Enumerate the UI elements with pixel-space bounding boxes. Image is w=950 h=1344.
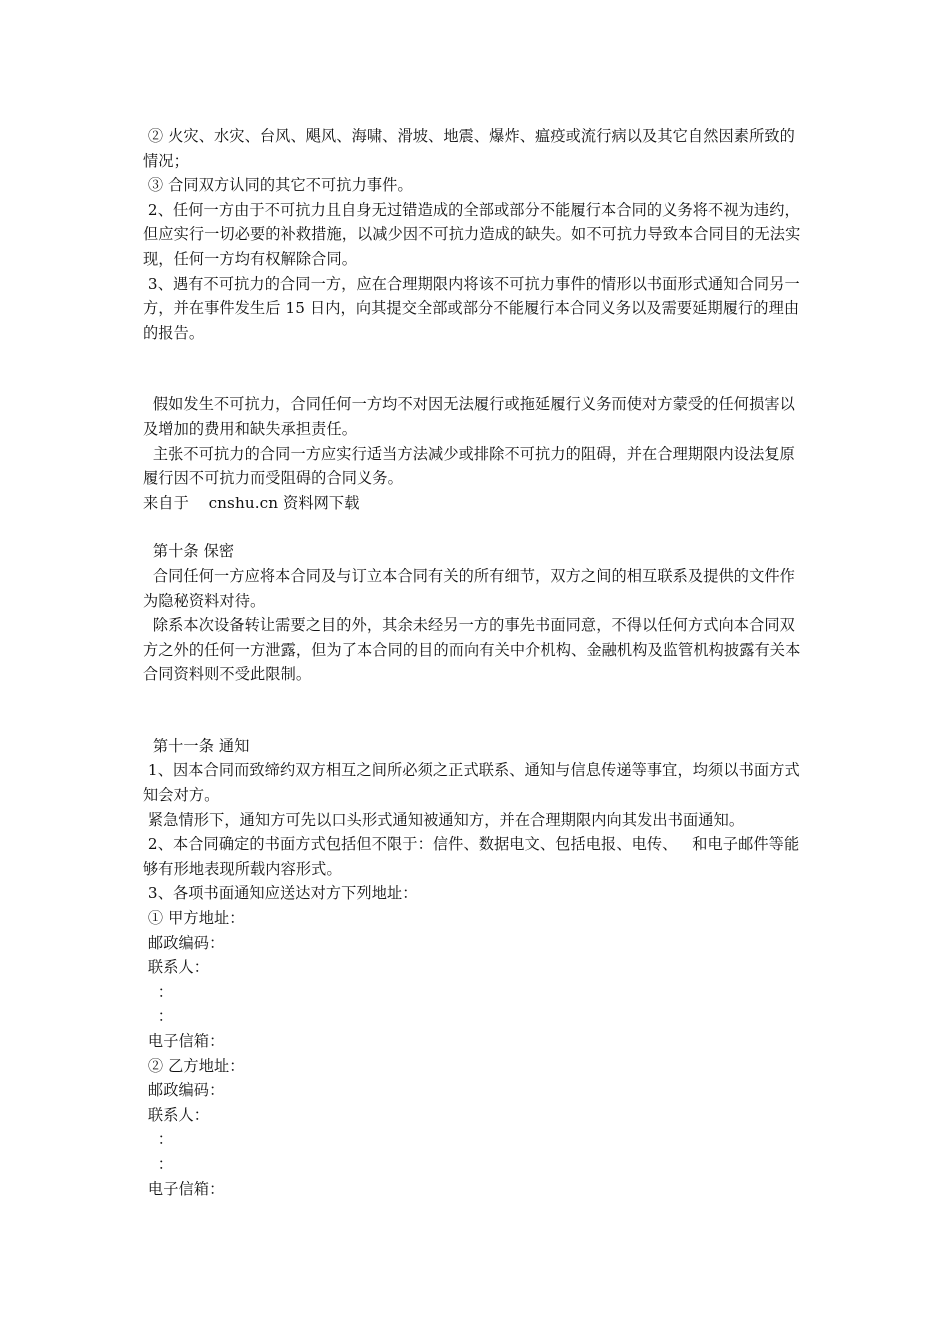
notice-clause-1: 1、因本合同而致缔约双方相互之间所必须之正式联系、通知与信息传递等事宜，均须以书面方式知会对方。 [143, 761, 800, 805]
force-majeure-liability: 假如发生不可抗力，合同任何一方均不对因无法履行或拖延履行义务而使对方蒙受的任何损害以及增加的费用和缺失承担责任。 [143, 395, 795, 438]
notice-clause-2: 2、本合同确定的书面方式包括但不限于：信件、数据电文、包括电报、电传、 和电子邮件等能够有形地表现所载内容形式。 [143, 835, 800, 878]
party-a-contact: 联系人： [143, 958, 210, 977]
section-11-title: 第十一条 通知 [143, 736, 250, 755]
party-a-address: ① 甲方地址： [143, 909, 245, 928]
force-majeure-item-3: ③ 合同双方认同的其它不可抗力事件。 [143, 176, 413, 195]
force-majeure-item-2: ② 火灾、水灾、台风、飓风、海啸、滑坡、地震、爆炸、瘟疫或流行病以及其它自然因素所致的情况； [143, 127, 795, 170]
party-a-postcode: 邮政编码： [143, 933, 225, 952]
party-b-blank-line-2: ： [143, 1154, 174, 1173]
party-b-blank-line-1: ： [143, 1130, 174, 1149]
party-b-email: 电子信箱： [143, 1179, 225, 1198]
notice-clause-1-urgent: 紧急情形下，通知方可先以口头形式通知被通知方，并在合理期限内向其发出书面通知。 [143, 810, 745, 829]
force-majeure-clause-2: 2、任何一方由于不可抗力且自身无过错造成的全部或部分不能履行本合同的义务将不视为违约，但应实行一切必要的补救措施，以减少因不可抗力造成的缺失。如不可抗力导致本合同目的无法实现，任何一方均有权解除合同。 [143, 200, 801, 268]
party-b-postcode: 邮政编码： [143, 1081, 225, 1100]
confidentiality-clause-1: 合同任何一方应将本合同及与订立本合同有关的所有细节，双方之间的相互联系及提供的文件作为隐秘资料对待。 [143, 566, 795, 610]
source-note: 来自于 cnshu.cn 资料网下载 [143, 493, 360, 512]
spacer [143, 515, 809, 539]
party-a-blank-line-2: ： [143, 1007, 174, 1026]
force-majeure-clause-3: 3、遇有不可抗力的合同一方，应在合理期限内将该不可抗力事件的情形以书面形式通知合同另一方，并在事件发生后 15 日内，向其提交全部或部分不能履行本合同义务以及需要延期履行的理由的报告。 [143, 274, 800, 342]
party-a-blank-line-1: ： [143, 982, 174, 1001]
confidentiality-clause-2: 除系本次设备转让需要之目的外，其余未经另一方的事先书面同意，不得以任何方式向本合同双方之外的任何一方泄露，但为了本合同的目的而向有关中介机构、金融机构及监管机构披露有关本合同资料则不受此限制。 [143, 616, 801, 684]
notice-clause-3: 3、各项书面通知应送达对方下列地址： [143, 884, 418, 903]
party-b-address: ② 乙方地址： [143, 1056, 245, 1075]
force-majeure-mitigation: 主张不可抗力的合同一方应实行适当方法减少或排除不可抗力的阻碍，并在合理期限内设法复原履行因不可抗力而受阻碍的合同义务。 [143, 444, 795, 488]
spacer [143, 687, 809, 734]
party-a-email: 电子信箱： [143, 1032, 225, 1050]
spacer [143, 345, 809, 392]
party-b-contact: 联系人： [143, 1105, 210, 1124]
section-10-title: 第十条 保密 [143, 542, 235, 561]
document-body [143, 124, 809, 1201]
